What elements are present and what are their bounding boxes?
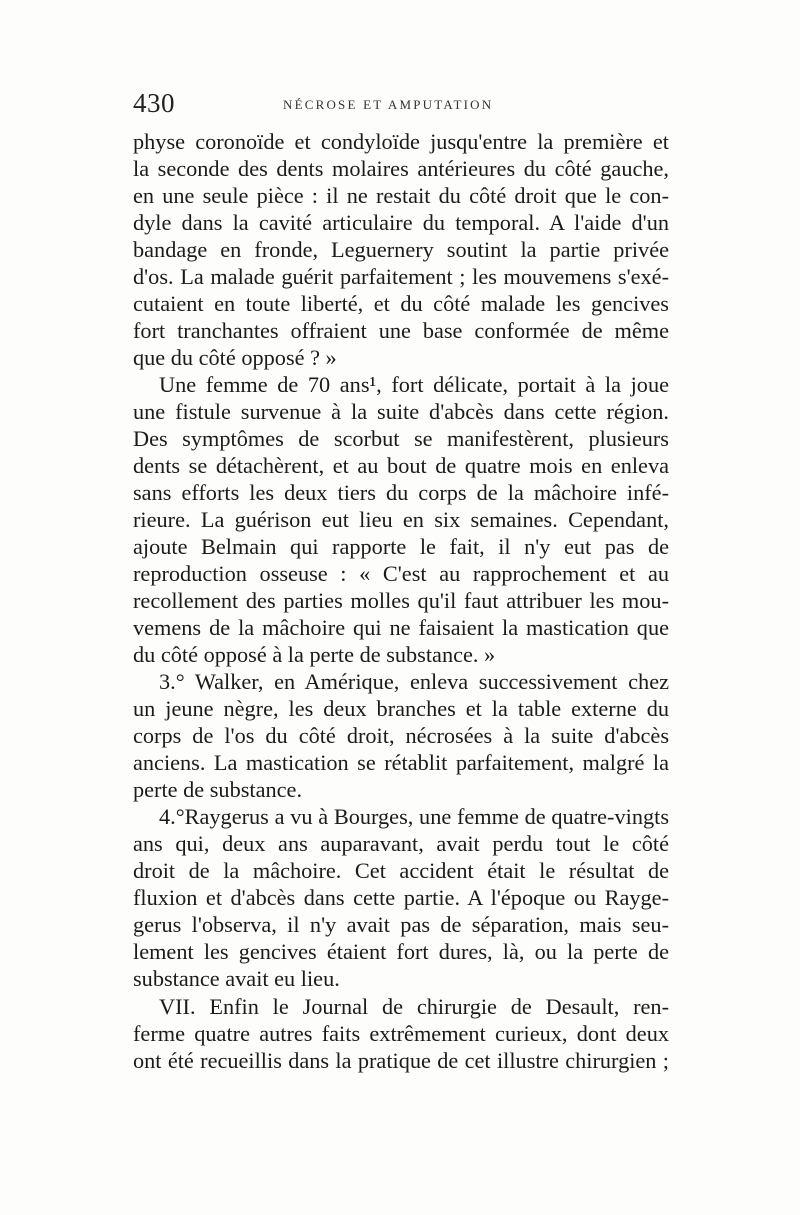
text-line: droit de la mâchoire. Cet accident était le résultat de bbox=[133, 858, 669, 884]
text-line: fluxion et d'abcès dans cette partie. A l'époque ou Rayge- bbox=[133, 885, 669, 911]
text-line: une fistule survenue à la suite d'abcès dans cette région. bbox=[133, 399, 669, 425]
text-line: du côté opposé à la perte de substance. » bbox=[133, 642, 496, 668]
page-header bbox=[133, 88, 668, 120]
text-line: fort tranchantes offraient une base conformée de même bbox=[133, 318, 669, 344]
text-line: physe coronoïde et condyloïde jusqu'entre la première et bbox=[133, 129, 669, 154]
text-line: 3.° Walker, en Amérique, enleva successivement chez bbox=[159, 669, 669, 695]
text-line: reproduction osseuse : « C'est au rapprochement et au bbox=[133, 561, 669, 587]
text-line: recollement des parties molles qu'il faut attribuer les mou- bbox=[133, 588, 669, 614]
text-line: vemens de la mâchoire qui ne faisaient la mastication que bbox=[133, 615, 669, 641]
text-line: ferme quatre autres faits extrêmement curieux, dont deux bbox=[133, 1020, 669, 1046]
text-line: la seconde des dents molaires antérieures du côté gauche, bbox=[133, 156, 669, 182]
text-line: en une seule pièce : il ne restait du côté droit que le con- bbox=[133, 183, 669, 209]
text-line: perte de substance. bbox=[133, 777, 303, 803]
text-line: dyle dans la cavité articulaire du temporal. A l'aide d'un bbox=[133, 210, 669, 236]
running-head: NÉCROSE ET AMPUTATION bbox=[283, 97, 494, 112]
text-line: anciens. La mastication se rétablit parfaitement, malgré la bbox=[133, 750, 669, 776]
text-line: ajoute Belmain qui rapporte le fait, il n'y eut pas de bbox=[133, 534, 669, 560]
text-line: que du côté opposé ? » bbox=[133, 345, 337, 371]
text-line: rieure. La guérison eut lieu en six semaines. Cependant, bbox=[133, 507, 669, 533]
text-line: VII. Enfin le Journal de chirurgie de Desault, ren- bbox=[159, 993, 669, 1019]
body-text bbox=[133, 128, 669, 1074]
text-line: bandage en fronde, Leguernery soutint la partie privée bbox=[133, 237, 669, 263]
text-line: un jeune nègre, les deux branches et la table externe du bbox=[133, 696, 669, 722]
text-line: substance avait eu lieu. bbox=[133, 966, 340, 992]
text-line: cutaient en toute liberté, et du côté malade les gencives bbox=[133, 291, 669, 317]
text-line: 4.°Raygerus a vu à Bourges, une femme de quatre-vingts bbox=[159, 804, 669, 830]
text-line: ont été recueillis dans la pratique de cet illustre chirurgien ; bbox=[133, 1047, 669, 1073]
text-line: Des symptômes de scorbut se manifestèrent, plusieurs bbox=[133, 426, 669, 452]
text-line: corps de l'os du côté droit, nécrosées à la suite d'abcès bbox=[133, 723, 669, 749]
text-line: lement les gencives étaient fort dures, là, ou la perte de bbox=[133, 939, 669, 965]
text-line: gerus l'observa, il n'y avait pas de séparation, mais seu- bbox=[133, 912, 669, 938]
text-line: ans qui, deux ans auparavant, avait perdu tout le côté bbox=[133, 831, 669, 857]
text-line: Une femme de 70 ans¹, fort délicate, portait à la joue bbox=[159, 372, 669, 398]
page-number: 430 bbox=[133, 88, 175, 118]
text-line: d'os. La malade guérit parfaitement ; les mouvemens s'exé- bbox=[133, 264, 669, 290]
text-line: dents se détachèrent, et au bout de quatre mois en enleva bbox=[133, 453, 669, 479]
text-line: sans efforts les deux tiers du corps de la mâchoire infé- bbox=[133, 480, 669, 506]
